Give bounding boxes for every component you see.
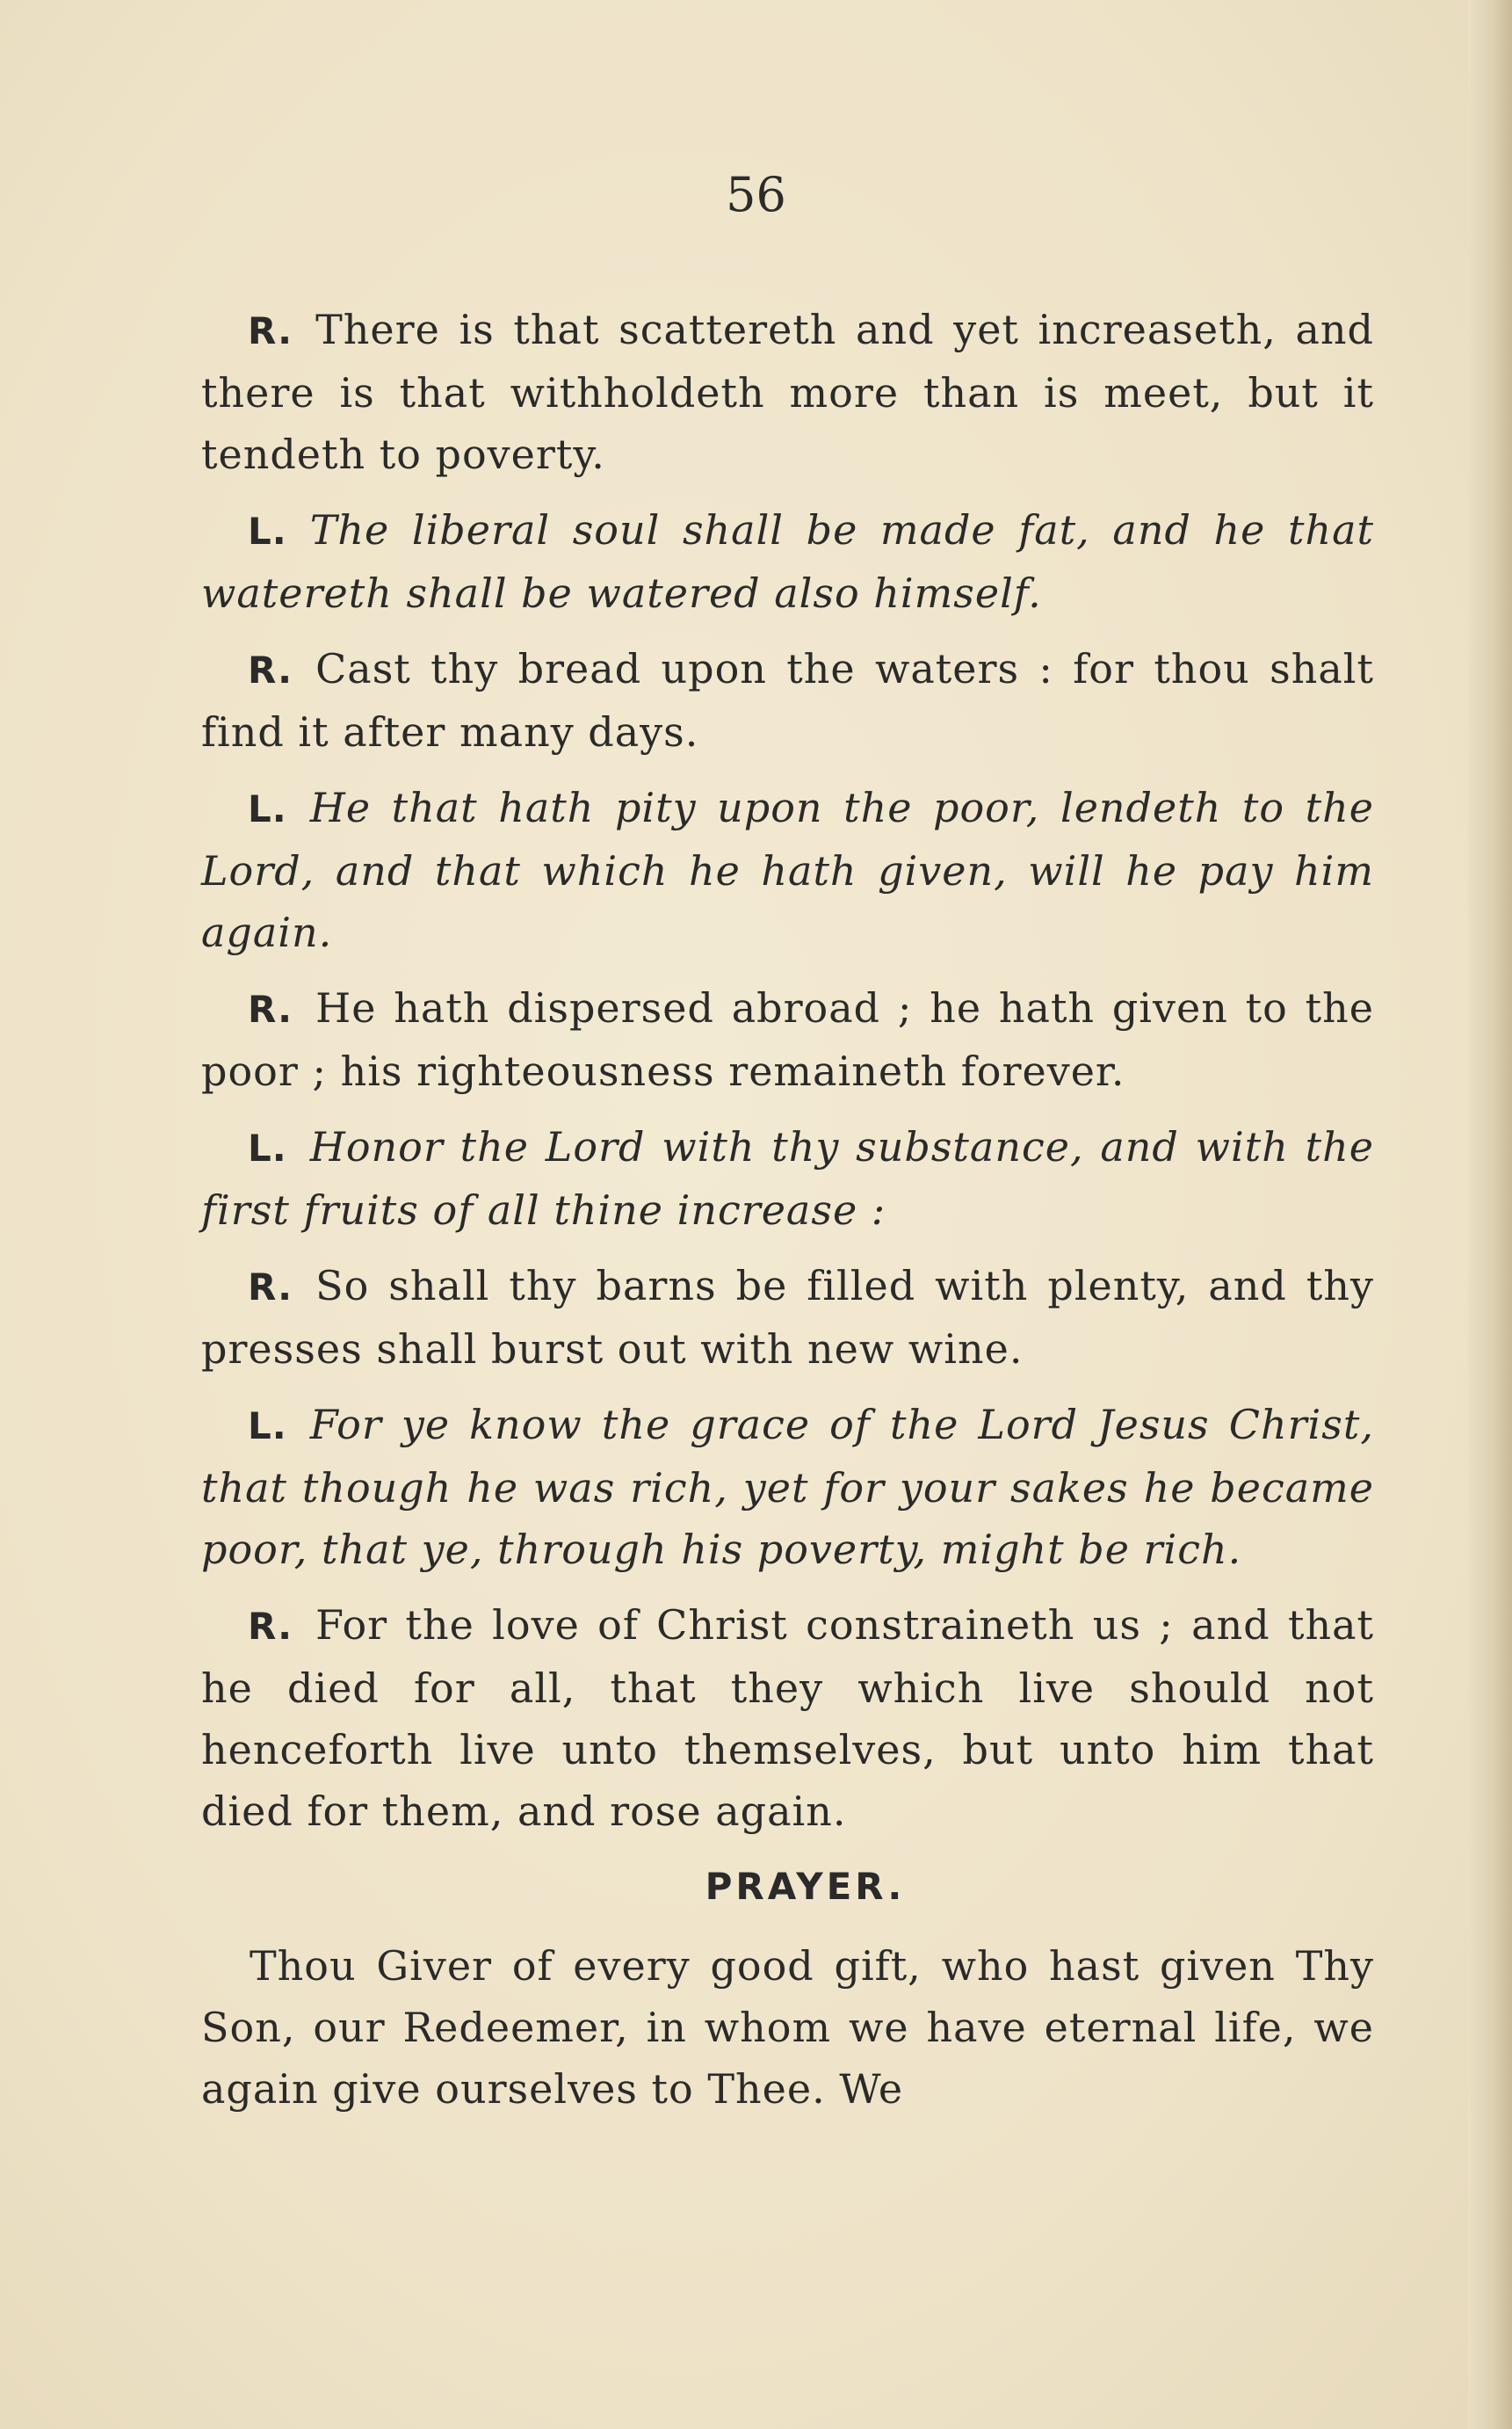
speaker-label: L. bbox=[248, 1404, 287, 1447]
reading-text: So shall thy barns be filled with plenty, and thy presses shall burst out with new wine. bbox=[201, 1262, 1374, 1373]
responsive-reading-l-4 bbox=[201, 1394, 1374, 1580]
speaker-label: R. bbox=[248, 1265, 293, 1309]
prayer-heading: PRAYER. bbox=[705, 1865, 906, 1908]
speaker-label: L. bbox=[248, 787, 287, 830]
responsive-reading-r-2 bbox=[201, 638, 1374, 763]
reading-text: Cast thy bread upon the waters : for thou shalt find it after many days. bbox=[201, 645, 1374, 756]
responsive-reading-l-3 bbox=[201, 1116, 1374, 1241]
speaker-label: R. bbox=[248, 649, 293, 692]
responsive-reading-r-4 bbox=[201, 1255, 1374, 1380]
page-number: 56 bbox=[726, 167, 786, 222]
speaker-label: L. bbox=[248, 1127, 287, 1170]
reading-text: For the love of Christ constraineth us ; and that he died for all, that they which live should not henceforth live unto themselves, but unto him that died for them, and rose again. bbox=[201, 1601, 1374, 1835]
responsive-reading-r-1 bbox=[201, 299, 1374, 485]
reading-text: Honor the Lord with thy substance, and with the first fruits of all thine increase : bbox=[201, 1123, 1374, 1234]
reading-text: He hath dispersed abroad ; he hath given to the poor ; his righteousness remaineth forever. bbox=[201, 984, 1374, 1095]
page-edge bbox=[1468, 0, 1512, 2429]
speaker-label: R. bbox=[248, 988, 293, 1031]
speaker-label: R. bbox=[248, 309, 293, 352]
reading-text: There is that scattereth and yet increaseth, and there is that withholdeth more than is meet, but it tendeth to poverty. bbox=[201, 306, 1374, 478]
responsive-reading-r-5 bbox=[201, 1594, 1374, 1842]
reading-text: The liberal soul shall be made fat, and he that watereth shall be watered also himself. bbox=[201, 506, 1374, 617]
speaker-label: L. bbox=[248, 510, 287, 553]
page-body bbox=[201, 299, 1374, 2134]
prayer-text: Thou Giver of every good gift, who hast given Thy Son, our Redeemer, in whom we have eternal life, we again give ourselves to Thee. We bbox=[201, 1942, 1374, 2113]
speaker-label: R. bbox=[248, 1605, 293, 1648]
responsive-reading-l-1 bbox=[201, 499, 1374, 624]
reading-text: He that hath pity upon the poor, lendeth to the Lord, and that which he hath given, will he pay him again. bbox=[201, 784, 1374, 956]
responsive-reading-l-2 bbox=[201, 777, 1374, 963]
responsive-reading-r-3 bbox=[201, 977, 1374, 1102]
reading-text: For ye know the grace of the Lord Jesus Christ, that though he was rich, yet for your sakes he became poor, that ye, through his poverty, might be rich. bbox=[201, 1401, 1374, 1573]
